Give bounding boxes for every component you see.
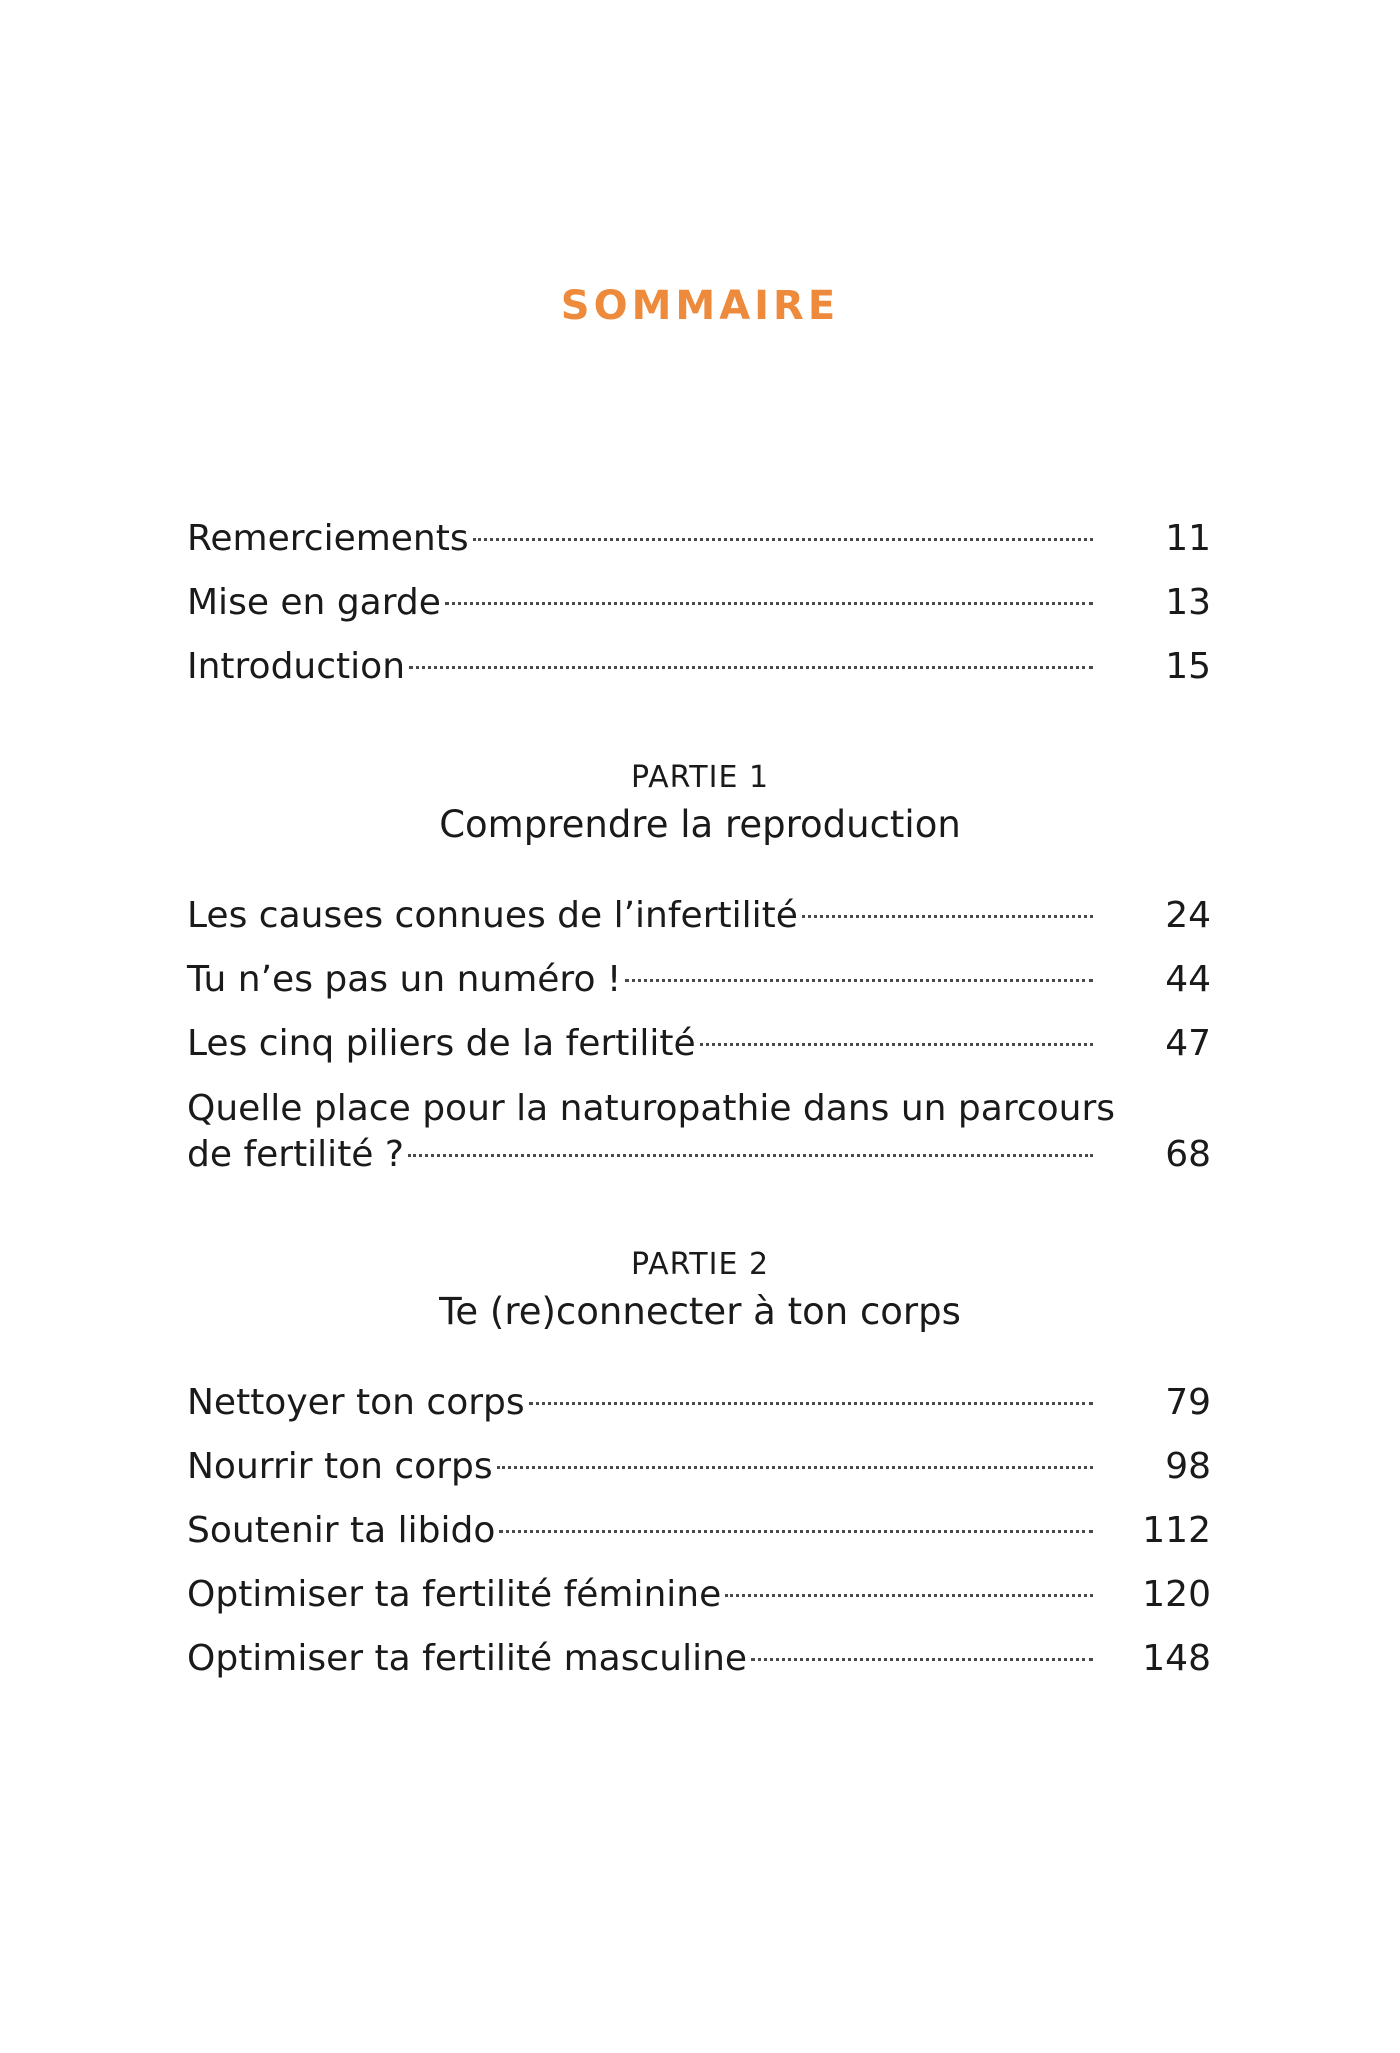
- toc-entry-label: Optimiser ta fertilité masculine: [187, 1638, 748, 1679]
- dot-leader: [725, 1594, 1093, 1597]
- toc-entry[interactable]: [187, 1508, 1211, 1554]
- dot-leader: [529, 1402, 1093, 1405]
- dot-leader: [409, 666, 1093, 669]
- toc-entry-label: Optimiser ta fertilité féminine: [187, 1574, 722, 1615]
- toc-entry-label: Soutenir ta libido: [187, 1510, 496, 1551]
- toc-entry[interactable]: [187, 516, 1211, 562]
- toc-entry-label-line1: Quelle place pour la naturopathie dans un parcours: [187, 1088, 1116, 1129]
- dot-leader: [700, 1043, 1093, 1046]
- toc-entry-page: 47: [1165, 1023, 1211, 1064]
- part-number: PARTIE 2: [630, 1247, 770, 1282]
- toc-entry[interactable]: [187, 644, 1211, 690]
- toc-entry-page: 79: [1165, 1382, 1211, 1423]
- toc-entry-label: Nettoyer ton corps: [187, 1382, 525, 1423]
- part-number: PARTIE 1: [630, 760, 770, 795]
- dot-leader: [802, 915, 1093, 918]
- dot-leader: [751, 1658, 1093, 1661]
- toc-entry-label: Tu n’es pas un numéro !: [187, 959, 622, 1000]
- toc-entry-label: Nourrir ton corps: [187, 1446, 493, 1487]
- toc-entry[interactable]: [187, 1444, 1211, 1490]
- toc-entry-page: 13: [1165, 582, 1211, 623]
- dot-leader: [625, 979, 1093, 982]
- toc-entry-label: Les cinq piliers de la fertilité: [187, 1023, 696, 1064]
- toc-entry-page: 98: [1165, 1446, 1211, 1487]
- toc-entry[interactable]: [187, 1021, 1211, 1067]
- toc-entry[interactable]: [187, 580, 1211, 626]
- toc-entry[interactable]: [187, 1636, 1211, 1682]
- toc-entry-page: 24: [1165, 895, 1211, 936]
- toc-entry-label: de fertilité ?: [187, 1134, 405, 1175]
- toc-entry-page: 112: [1142, 1510, 1211, 1551]
- toc-entry-label: Introduction: [187, 646, 406, 687]
- toc-entry-page: 15: [1165, 646, 1211, 687]
- dot-leader: [408, 1154, 1093, 1157]
- page-title: SOMMAIRE: [560, 283, 840, 329]
- toc-entry[interactable]: [187, 957, 1211, 1003]
- toc-entry[interactable]: [187, 1572, 1211, 1618]
- toc-entry[interactable]: [187, 893, 1211, 939]
- part-title: Comprendre la reproduction: [439, 803, 961, 846]
- dot-leader: [497, 1466, 1093, 1469]
- dot-leader: [473, 538, 1093, 541]
- toc-entry-page: 44: [1165, 959, 1211, 1000]
- dot-leader: [499, 1530, 1093, 1533]
- toc-entry[interactable]: [187, 1380, 1211, 1426]
- toc-entry-page: 120: [1142, 1574, 1211, 1615]
- toc-entry-page: 11: [1165, 518, 1211, 559]
- toc-entry-page: 148: [1142, 1638, 1211, 1679]
- dot-leader: [445, 602, 1093, 605]
- toc-entry-label: Les causes connues de l’infertilité: [187, 895, 798, 936]
- part-title: Te (re)connecter à ton corps: [439, 1290, 961, 1333]
- toc-entry-label: Remerciements: [187, 518, 469, 559]
- toc-entry-page: 68: [1165, 1134, 1211, 1175]
- toc-entry[interactable]: [187, 1086, 1211, 1178]
- toc-entry-label: Mise en garde: [187, 582, 441, 623]
